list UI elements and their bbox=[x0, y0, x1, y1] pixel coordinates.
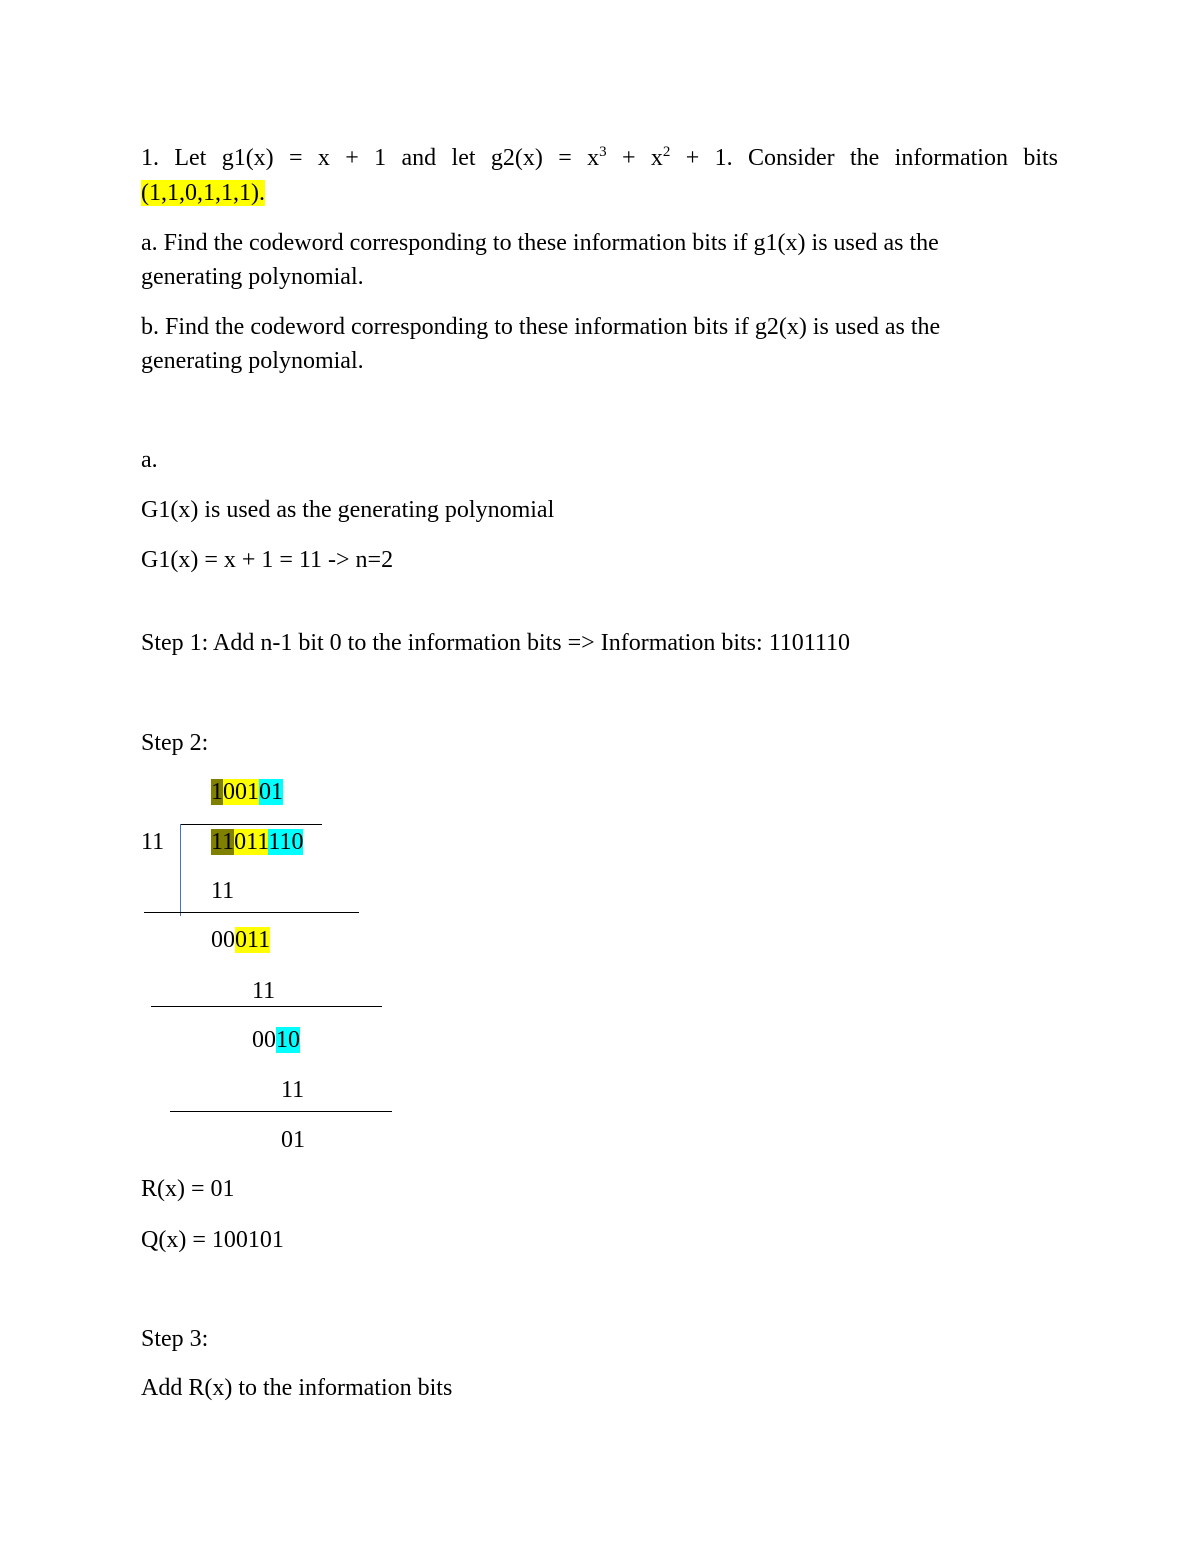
exponent-3: 3 bbox=[599, 144, 607, 160]
exponent-2: 2 bbox=[662, 144, 671, 160]
subtrahend-1: 11 bbox=[211, 878, 235, 904]
remainder-1-part-a: 00 bbox=[211, 927, 235, 953]
generator-value: G1(x) = x + 1 = 11 -> n=2 bbox=[141, 547, 394, 573]
step-1: Step 1: Add n-1 bit 0 to the information bits => Information bits: 1101110 bbox=[141, 630, 851, 656]
dividend-part-b: 011 bbox=[234, 829, 269, 855]
remainder-row-1 bbox=[211, 925, 270, 955]
step-3-text: Add R(x) to the information bits bbox=[141, 1375, 453, 1401]
quotient-part-a: 1 bbox=[211, 779, 223, 805]
question-line-1 bbox=[141, 143, 1058, 173]
final-remainder: 01 bbox=[281, 1127, 305, 1153]
question-mid: + x bbox=[606, 145, 663, 171]
quotient-part-b: 001 bbox=[223, 779, 259, 805]
question-prefix: 1. Let g1(x) = x + 1 and let g2(x) = x bbox=[141, 145, 600, 171]
dividend-part-a: 11 bbox=[211, 829, 235, 855]
remainder-2-part-b: 10 bbox=[276, 1027, 300, 1053]
division-rule-3 bbox=[170, 1111, 392, 1112]
division-top-rule bbox=[181, 824, 322, 825]
part-a-line-2: generating polynomial. bbox=[141, 264, 364, 290]
question-suffix: + 1. Consider the information bits bbox=[670, 145, 1058, 171]
divisor: 11 bbox=[141, 829, 165, 855]
part-b-line-1: b. Find the codeword corresponding to these information bits if g2(x) is used as the bbox=[141, 314, 941, 340]
remainder-1-part-b: 011 bbox=[235, 927, 271, 953]
step-3-label: Step 3: bbox=[141, 1326, 209, 1352]
remainder-2-part-a: 00 bbox=[252, 1027, 276, 1053]
quotient-result: Q(x) = 100101 bbox=[141, 1227, 284, 1253]
quotient-part-c: 01 bbox=[259, 779, 283, 805]
division-rule-1 bbox=[144, 912, 359, 913]
generator-statement: G1(x) is used as the generating polynomial bbox=[141, 497, 555, 523]
subtrahend-2: 11 bbox=[252, 978, 276, 1004]
information-bits: (1,1,0,1,1,1). bbox=[141, 180, 265, 206]
division-bracket bbox=[180, 824, 181, 916]
subtrahend-3: 11 bbox=[281, 1077, 305, 1103]
solution-label: a. bbox=[141, 447, 158, 473]
part-b-line-2: generating polynomial. bbox=[141, 348, 364, 374]
part-a-line-1: a. Find the codeword corresponding to these information bits if g1(x) is used as the bbox=[141, 230, 939, 256]
quotient-row bbox=[211, 777, 283, 807]
information-bits-line bbox=[141, 178, 265, 208]
remainder-result: R(x) = 01 bbox=[141, 1176, 235, 1202]
dividend-row bbox=[211, 827, 303, 857]
remainder-row-2 bbox=[252, 1025, 300, 1055]
step-2-label: Step 2: bbox=[141, 730, 209, 756]
division-rule-2 bbox=[151, 1006, 382, 1007]
dividend-part-c: 1 bbox=[268, 829, 280, 855]
dividend-part-d: 10 bbox=[279, 829, 304, 855]
